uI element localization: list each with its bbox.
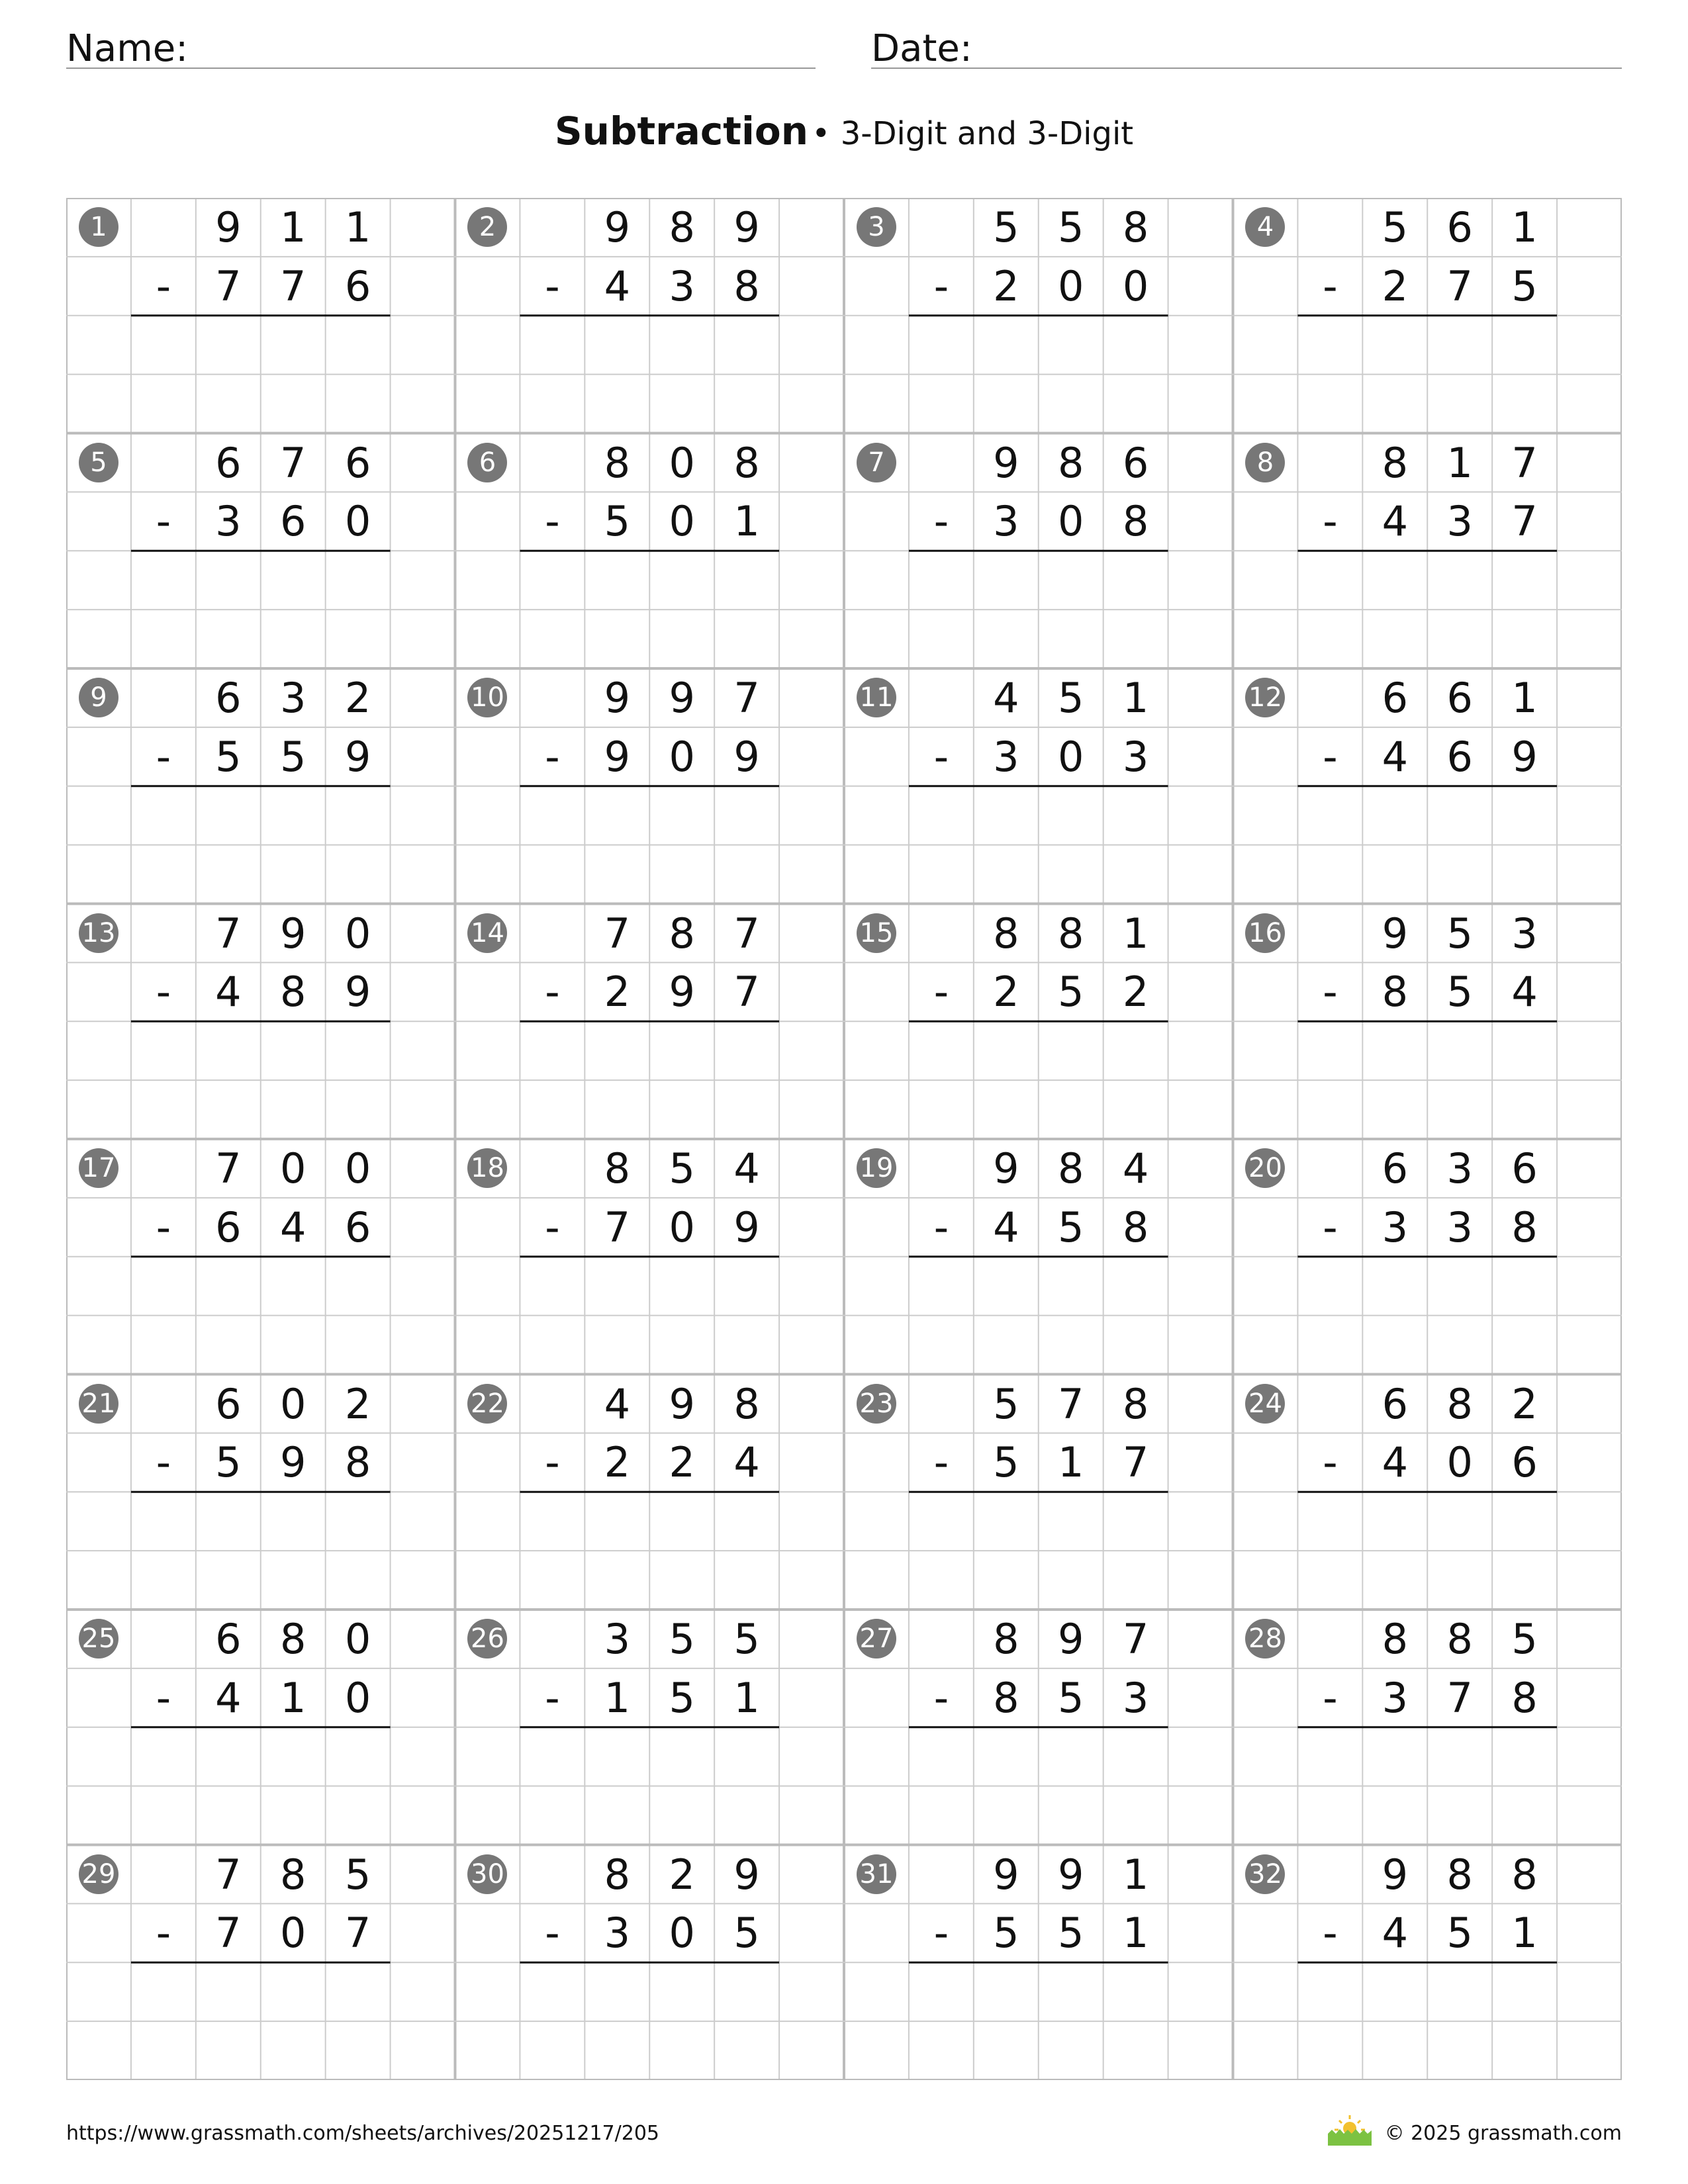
bottom-digit: 4	[733, 1438, 760, 1487]
minus-sign: -	[156, 497, 171, 546]
bottom-digit: 5	[993, 1909, 1019, 1958]
top-digit: 0	[344, 909, 371, 958]
top-digit: 6	[1446, 674, 1473, 722]
bottom-digit: 6	[280, 497, 306, 546]
minus-sign: -	[156, 261, 171, 310]
top-digit: 0	[344, 1615, 371, 1663]
minus-sign: -	[156, 1909, 171, 1958]
name-label: Name:	[66, 27, 189, 70]
title-sub: • 3-Digit and 3-Digit	[812, 115, 1134, 152]
top-digit: 7	[604, 909, 631, 958]
top-digit: 9	[1058, 1850, 1084, 1899]
bottom-digit: 9	[733, 732, 760, 781]
bottom-digit: 9	[669, 968, 695, 1017]
footer-url[interactable]: https://www.grassmath.com/sheets/archives/20251217/205	[66, 2122, 660, 2145]
bottom-digit: 1	[1122, 1909, 1149, 1958]
bottom-digit: 9	[344, 732, 371, 781]
bottom-digit: 0	[669, 732, 695, 781]
top-digit: 2	[1511, 1379, 1538, 1428]
problem-number-badge: 6	[467, 443, 507, 482]
top-digit: 7	[215, 909, 242, 958]
top-digit: 8	[280, 1850, 306, 1899]
worksheet-grid	[66, 198, 1622, 2080]
bottom-digit: 0	[1122, 261, 1149, 310]
bottom-digit: 7	[344, 1909, 371, 1958]
bottom-digit: 3	[1446, 497, 1473, 546]
minus-sign: -	[156, 1203, 171, 1251]
bottom-digit: 2	[993, 261, 1019, 310]
minus-sign: -	[933, 732, 949, 781]
top-digit: 0	[669, 438, 695, 487]
top-digit: 3	[1446, 1144, 1473, 1193]
top-digit: 8	[1122, 203, 1149, 251]
bottom-digit: 2	[1382, 261, 1409, 310]
bottom-digit: 8	[1511, 1673, 1538, 1722]
problem-number-badge: 5	[79, 443, 118, 482]
bottom-digit: 4	[1382, 1909, 1409, 1958]
top-digit: 5	[1446, 909, 1473, 958]
top-digit: 5	[1058, 674, 1084, 722]
top-digit: 5	[344, 1850, 371, 1899]
bottom-digit: 4	[215, 1673, 242, 1722]
bottom-digit: 8	[733, 261, 760, 310]
top-digit: 5	[733, 1615, 760, 1663]
top-digit: 8	[604, 1144, 631, 1193]
bottom-digit: 7	[1446, 1673, 1473, 1722]
top-digit: 9	[604, 203, 631, 251]
top-digit: 5	[993, 1379, 1019, 1428]
top-digit: 8	[280, 1615, 306, 1663]
top-digit: 6	[1122, 438, 1149, 487]
bottom-digit: 5	[1511, 261, 1538, 310]
top-digit: 2	[344, 674, 371, 722]
bottom-digit: 1	[733, 1673, 760, 1722]
minus-sign: -	[933, 497, 949, 546]
top-digit: 8	[733, 438, 760, 487]
bottom-digit: 5	[1058, 1673, 1084, 1722]
bottom-digit: 3	[215, 497, 242, 546]
top-digit: 4	[733, 1144, 760, 1193]
top-digit: 8	[733, 1379, 760, 1428]
bottom-digit: 0	[344, 497, 371, 546]
top-digit: 8	[1446, 1850, 1473, 1899]
bottom-digit: 0	[1446, 1438, 1473, 1487]
bottom-digit: 8	[1122, 1203, 1149, 1251]
problem-number-badge: 1	[79, 207, 118, 247]
title-main: Subtraction	[554, 109, 809, 154]
top-digit: 1	[1122, 909, 1149, 958]
problem-number-badge: 29	[79, 1854, 118, 1894]
top-digit: 7	[280, 438, 306, 487]
top-digit: 1	[280, 203, 306, 251]
bottom-digit: 4	[993, 1203, 1019, 1251]
footer-copyright: © 2025 grassmath.com	[1384, 2122, 1622, 2145]
top-digit: 1	[1122, 674, 1149, 722]
top-digit: 2	[344, 1379, 371, 1428]
bottom-digit: 9	[604, 732, 631, 781]
problem-number-badge: 27	[857, 1619, 896, 1659]
top-digit: 9	[993, 1144, 1019, 1193]
top-digit: 6	[215, 438, 242, 487]
problem-number-badge: 21	[79, 1384, 118, 1424]
top-digit: 6	[1382, 1379, 1409, 1428]
problem-number-badge: 10	[467, 678, 507, 717]
top-digit: 8	[1058, 438, 1084, 487]
top-digit: 8	[993, 1615, 1019, 1663]
top-digit: 9	[669, 674, 695, 722]
bottom-digit: 9	[280, 1438, 306, 1487]
minus-sign: -	[1323, 497, 1338, 546]
top-digit: 8	[1511, 1850, 1538, 1899]
minus-sign: -	[156, 968, 171, 1017]
minus-sign: -	[545, 968, 560, 1017]
problem-number-badge: 19	[857, 1148, 896, 1188]
minus-sign: -	[545, 1203, 560, 1251]
bottom-digit: 4	[1382, 497, 1409, 546]
problem-number-badge: 2	[467, 207, 507, 247]
bottom-digit: 7	[280, 261, 306, 310]
minus-sign: -	[1323, 732, 1338, 781]
problem-number-badge: 28	[1245, 1619, 1285, 1659]
bottom-digit: 7	[604, 1203, 631, 1251]
minus-sign: -	[545, 1438, 560, 1487]
bottom-digit: 4	[1511, 968, 1538, 1017]
bottom-digit: 4	[1382, 1438, 1409, 1487]
minus-sign: -	[156, 732, 171, 781]
bottom-digit: 6	[344, 261, 371, 310]
problem-number-badge: 26	[467, 1619, 507, 1659]
top-digit: 4	[1122, 1144, 1149, 1193]
bottom-digit: 0	[669, 1909, 695, 1958]
minus-sign: -	[1323, 1203, 1338, 1251]
top-digit: 5	[1058, 203, 1084, 251]
minus-sign: -	[545, 1909, 560, 1958]
bottom-digit: 5	[993, 1438, 1019, 1487]
top-digit: 4	[604, 1379, 631, 1428]
bottom-digit: 7	[215, 1909, 242, 1958]
bottom-digit: 4	[604, 261, 631, 310]
bottom-digit: 0	[1058, 497, 1084, 546]
minus-sign: -	[156, 1438, 171, 1487]
top-digit: 5	[993, 203, 1019, 251]
bottom-digit: 3	[604, 1909, 631, 1958]
bottom-digit: 9	[1511, 732, 1538, 781]
top-digit: 8	[1446, 1615, 1473, 1663]
bottom-digit: 9	[344, 968, 371, 1017]
top-digit: 9	[1382, 909, 1409, 958]
bottom-digit: 3	[1382, 1203, 1409, 1251]
top-digit: 1	[1446, 438, 1473, 487]
problem-number-badge: 30	[467, 1854, 507, 1894]
top-digit: 8	[1382, 1615, 1409, 1663]
top-digit: 3	[280, 674, 306, 722]
minus-sign: -	[933, 968, 949, 1017]
problem-number-badge: 12	[1245, 678, 1285, 717]
minus-sign: -	[545, 732, 560, 781]
top-digit: 8	[993, 909, 1019, 958]
minus-sign: -	[156, 1673, 171, 1722]
problem-number-badge: 7	[857, 443, 896, 482]
bottom-digit: 7	[733, 968, 760, 1017]
top-digit: 1	[1511, 203, 1538, 251]
bottom-digit: 8	[1511, 1203, 1538, 1251]
minus-sign: -	[1323, 1909, 1338, 1958]
bottom-digit: 7	[1446, 261, 1473, 310]
top-digit: 9	[215, 203, 242, 251]
top-digit: 0	[280, 1379, 306, 1428]
top-digit: 2	[669, 1850, 695, 1899]
bottom-digit: 0	[669, 497, 695, 546]
bottom-digit: 2	[993, 968, 1019, 1017]
top-digit: 7	[215, 1144, 242, 1193]
problem-number-badge: 13	[79, 913, 118, 953]
bottom-digit: 5	[733, 1909, 760, 1958]
top-digit: 6	[1382, 674, 1409, 722]
bottom-digit: 0	[669, 1203, 695, 1251]
bottom-digit: 6	[215, 1203, 242, 1251]
minus-sign: -	[545, 497, 560, 546]
minus-sign: -	[933, 1673, 949, 1722]
minus-sign: -	[933, 1203, 949, 1251]
problem-number-badge: 20	[1245, 1148, 1285, 1188]
bottom-digit: 1	[604, 1673, 631, 1722]
bottom-digit: 9	[733, 1203, 760, 1251]
top-digit: 4	[993, 674, 1019, 722]
minus-sign: -	[1323, 261, 1338, 310]
top-digit: 8	[1446, 1379, 1473, 1428]
bottom-digit: 0	[280, 1909, 306, 1958]
problem-number-badge: 9	[79, 678, 118, 717]
top-digit: 6	[215, 1615, 242, 1663]
bottom-digit: 3	[1446, 1203, 1473, 1251]
top-digit: 5	[669, 1144, 695, 1193]
problem-number-badge: 15	[857, 913, 896, 953]
top-digit: 8	[669, 909, 695, 958]
bottom-digit: 5	[1058, 1203, 1084, 1251]
bottom-digit: 0	[344, 1673, 371, 1722]
problem-number-badge: 23	[857, 1384, 896, 1424]
top-digit: 6	[1446, 203, 1473, 251]
top-digit: 9	[1382, 1850, 1409, 1899]
bottom-digit: 5	[1058, 968, 1084, 1017]
minus-sign: -	[933, 1438, 949, 1487]
bottom-digit: 1	[1058, 1438, 1084, 1487]
bottom-digit: 4	[215, 968, 242, 1017]
bottom-digit: 2	[669, 1438, 695, 1487]
top-digit: 1	[1122, 1850, 1149, 1899]
bottom-digit: 6	[1511, 1438, 1538, 1487]
top-digit: 9	[993, 1850, 1019, 1899]
bottom-digit: 8	[1122, 497, 1149, 546]
minus-sign: -	[1323, 968, 1338, 1017]
top-digit: 5	[669, 1615, 695, 1663]
bottom-digit: 7	[215, 261, 242, 310]
top-digit: 3	[604, 1615, 631, 1663]
bottom-digit: 5	[1446, 1909, 1473, 1958]
top-digit: 8	[1382, 438, 1409, 487]
bottom-digit: 3	[1122, 1673, 1149, 1722]
top-digit: 8	[669, 203, 695, 251]
top-digit: 7	[733, 909, 760, 958]
bottom-digit: 1	[733, 497, 760, 546]
bottom-digit: 1	[280, 1673, 306, 1722]
problem-number-badge: 16	[1245, 913, 1285, 953]
top-digit: 9	[733, 203, 760, 251]
name-line[interactable]	[66, 68, 816, 69]
bottom-digit: 5	[215, 732, 242, 781]
bottom-digit: 3	[1122, 732, 1149, 781]
problem-number-badge: 8	[1245, 443, 1285, 482]
minus-sign: -	[933, 1909, 949, 1958]
problem-number-badge: 18	[467, 1148, 507, 1188]
top-digit: 5	[1511, 1615, 1538, 1663]
top-digit: 9	[604, 674, 631, 722]
problem-number-badge: 24	[1245, 1384, 1285, 1424]
top-digit: 6	[344, 438, 371, 487]
date-label: Date:	[871, 27, 972, 70]
problem-number-badge: 3	[857, 207, 896, 247]
problem-number-badge: 22	[467, 1384, 507, 1424]
top-digit: 7	[215, 1850, 242, 1899]
date-line[interactable]	[871, 68, 1622, 69]
top-digit: 8	[1058, 1144, 1084, 1193]
problem-number-badge: 14	[467, 913, 507, 953]
bottom-digit: 3	[993, 497, 1019, 546]
bottom-digit: 2	[604, 1438, 631, 1487]
grass-sun-logo-icon	[1327, 2113, 1373, 2147]
problem-number-badge: 31	[857, 1854, 896, 1894]
problem-number-badge: 4	[1245, 207, 1285, 247]
bottom-digit: 2	[1122, 968, 1149, 1017]
bottom-digit: 5	[280, 732, 306, 781]
top-digit: 0	[280, 1144, 306, 1193]
top-digit: 9	[1058, 1615, 1084, 1663]
bottom-digit: 5	[215, 1438, 242, 1487]
top-digit: 7	[733, 674, 760, 722]
problem-number-badge: 32	[1245, 1854, 1285, 1894]
bottom-digit: 6	[344, 1203, 371, 1251]
minus-sign: -	[1323, 1438, 1338, 1487]
top-digit: 8	[1122, 1379, 1149, 1428]
bottom-digit: 5	[669, 1673, 695, 1722]
top-digit: 9	[280, 909, 306, 958]
top-digit: 9	[669, 1379, 695, 1428]
bottom-digit: 4	[280, 1203, 306, 1251]
minus-sign: -	[1323, 1673, 1338, 1722]
bottom-digit: 6	[1446, 732, 1473, 781]
bottom-digit: 4	[1382, 732, 1409, 781]
top-digit: 6	[215, 1379, 242, 1428]
top-digit: 6	[1511, 1144, 1538, 1193]
page-title	[0, 105, 1688, 167]
bottom-digit: 5	[1446, 968, 1473, 1017]
top-digit: 6	[215, 674, 242, 722]
bottom-digit: 3	[993, 732, 1019, 781]
bottom-digit: 8	[280, 968, 306, 1017]
top-digit: 8	[1058, 909, 1084, 958]
bottom-digit: 7	[1122, 1438, 1149, 1487]
bottom-digit: 2	[604, 968, 631, 1017]
bottom-digit: 1	[1511, 1909, 1538, 1958]
minus-sign: -	[933, 261, 949, 310]
bottom-digit: 0	[1058, 732, 1084, 781]
bottom-digit: 7	[1511, 497, 1538, 546]
top-digit: 7	[1511, 438, 1538, 487]
bottom-digit: 8	[993, 1673, 1019, 1722]
top-digit: 9	[993, 438, 1019, 487]
bottom-digit: 0	[1058, 261, 1084, 310]
top-digit: 0	[344, 1144, 371, 1193]
bottom-digit: 5	[1058, 1909, 1084, 1958]
top-digit: 1	[1511, 674, 1538, 722]
top-digit: 8	[604, 438, 631, 487]
minus-sign: -	[545, 1673, 560, 1722]
top-digit: 9	[733, 1850, 760, 1899]
bottom-digit: 5	[604, 497, 631, 546]
top-digit: 6	[1382, 1144, 1409, 1193]
bottom-digit: 8	[344, 1438, 371, 1487]
problem-number-badge: 25	[79, 1619, 118, 1659]
bottom-digit: 8	[1382, 968, 1409, 1017]
problem-number-badge: 11	[857, 678, 896, 717]
top-digit: 8	[604, 1850, 631, 1899]
minus-sign: -	[545, 261, 560, 310]
problem-number-badge: 17	[79, 1148, 118, 1188]
bottom-digit: 3	[1382, 1673, 1409, 1722]
top-digit: 5	[1382, 203, 1409, 251]
top-digit: 7	[1122, 1615, 1149, 1663]
top-digit: 7	[1058, 1379, 1084, 1428]
top-digit: 3	[1511, 909, 1538, 958]
bottom-digit: 3	[669, 261, 695, 310]
top-digit: 1	[344, 203, 371, 251]
